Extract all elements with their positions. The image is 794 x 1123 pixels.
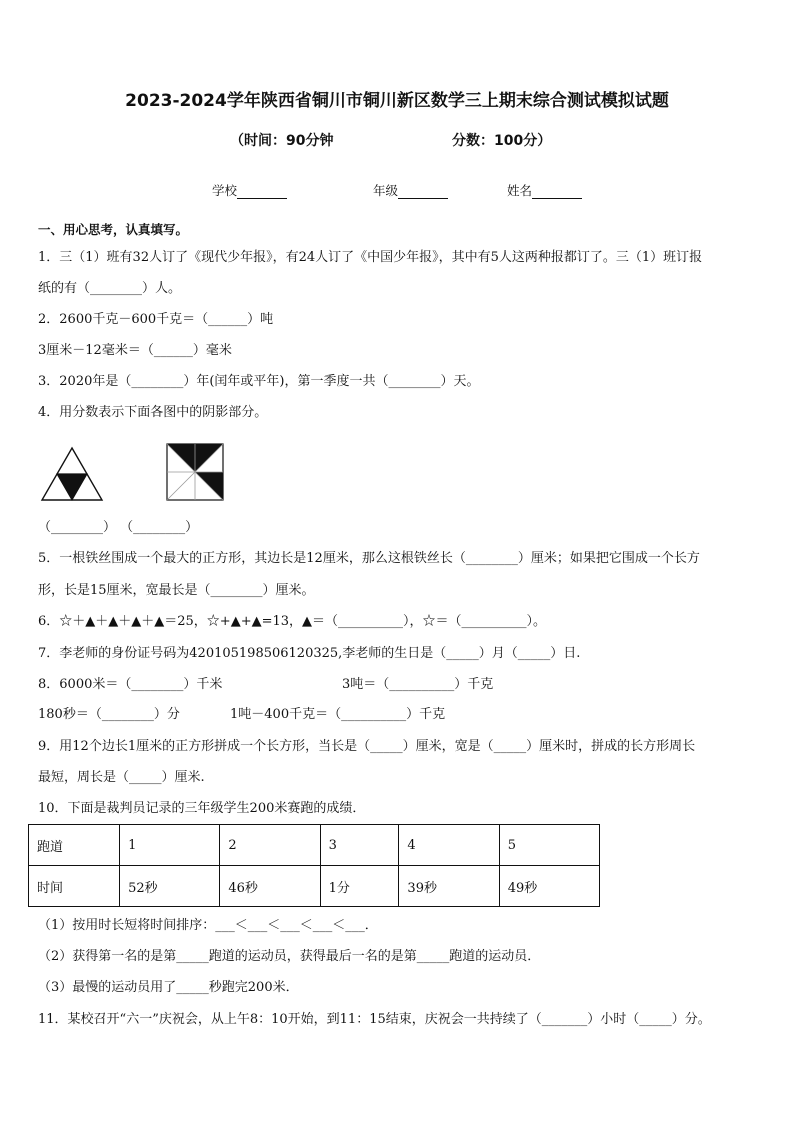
exam-time: （时间：90分钟	[230, 133, 334, 149]
question-8-c: 180秒＝（________）分	[38, 707, 180, 722]
triangle-figure	[40, 446, 104, 502]
question-3: 3．2020年是（________）年(闰年或平年)，第一季度一共（________）天。	[38, 374, 480, 389]
grade-field	[373, 181, 448, 199]
question-10: 10．下面是裁判员记录的三年级学生200米赛跑的成绩．	[38, 801, 366, 816]
table-cell: 1分	[320, 866, 399, 907]
grade-label: 年级	[373, 183, 399, 198]
question-9-line-1: 9．用12个边长1厘米的正方形拼成一个长方形，当长是（_____）厘米，宽是（_____）厘米时，拼成的长方形周长	[38, 739, 696, 754]
table-row	[29, 866, 600, 907]
page-title: 2023-2024学年陕西省铜川市铜川新区数学三上期末综合测试模拟试题	[125, 91, 669, 111]
question-8-b: 3吨＝（__________）千克	[342, 677, 494, 692]
exam-score: 分数：100分）	[452, 133, 552, 149]
school-field	[212, 181, 287, 199]
school-blank[interactable]	[237, 186, 287, 199]
grade-blank[interactable]	[398, 186, 448, 199]
question-2-line-2: 3厘米－12毫米＝（______）毫米	[38, 343, 232, 358]
question-10-sub-3: （3）最慢的运动员用了_____秒跑完200米．	[38, 980, 299, 995]
table-cell: 1	[120, 825, 220, 866]
table-cell: 4	[399, 825, 499, 866]
race-results-table	[28, 824, 600, 907]
question-8-d: 1吨－400千克＝（__________）千克	[230, 707, 446, 722]
table-cell: 46秒	[220, 866, 320, 907]
question-9-line-2: 最短，周长是（_____）厘米.	[38, 770, 205, 785]
question-4: 4．用分数表示下面各图中的阴影部分。	[38, 405, 268, 420]
question-8-a: 8．6000米＝（________）千米	[38, 677, 223, 692]
square-figure	[166, 443, 224, 501]
question-10-sub-2: （2）获得第一名的是第_____跑道的运动员，获得最后一名的是第_____跑道的运动员．	[38, 949, 541, 964]
question-2-line-1: 2．2600千克－600千克＝（______）吨	[38, 312, 274, 327]
table-cell: 时间	[29, 866, 120, 907]
name-label: 姓名	[507, 183, 533, 198]
section-heading: 一、用心思考，认真填写。	[38, 222, 189, 237]
table-cell: 49秒	[499, 866, 599, 907]
name-blank[interactable]	[532, 186, 582, 199]
question-1-line-2: 纸的有（________）人。	[38, 281, 182, 296]
question-5-line-1: 5．一根铁丝围成一个最大的正方形，其边长是12厘米，那么这根铁丝长（________）厘米；如果把它围成一个长方	[38, 551, 700, 566]
question-10-sub-1: （1）按用时长短将时间排序：___＜___＜___＜___＜___．	[38, 918, 378, 933]
table-cell: 2	[220, 825, 320, 866]
question-6: 6．☆＋▲＋▲＋▲＋▲＝25，☆+▲+▲=13，▲＝（__________），☆＝（__________）。	[38, 614, 547, 629]
table-cell: 3	[320, 825, 399, 866]
table-cell: 39秒	[399, 866, 499, 907]
table-cell: 跑道	[29, 825, 120, 866]
table-row	[29, 825, 600, 866]
question-1-line-1: 1．三（1）班有32人订了《现代少年报》，有24人订了《中国少年报》，其中有5人这两种报都订了。三（1）班订报	[38, 250, 703, 265]
question-5-line-2: 形，长是15厘米，宽最长是（________）厘米。	[38, 583, 315, 598]
question-11: 11．某校召开“六一”庆祝会，从上午8：10开始，到11：15结束，庆祝会一共持续了（_______）小时（_____）分。	[38, 1012, 711, 1027]
name-field	[507, 181, 582, 199]
school-label: 学校	[212, 183, 238, 198]
question-7: 7．李老师的身份证号码为420105198506120325,李老师的生日是（_____）月（_____）日.	[38, 646, 581, 661]
table-cell: 5	[499, 825, 599, 866]
table-cell: 52秒	[120, 866, 220, 907]
question-4-answers: （________） （________）	[38, 520, 199, 535]
